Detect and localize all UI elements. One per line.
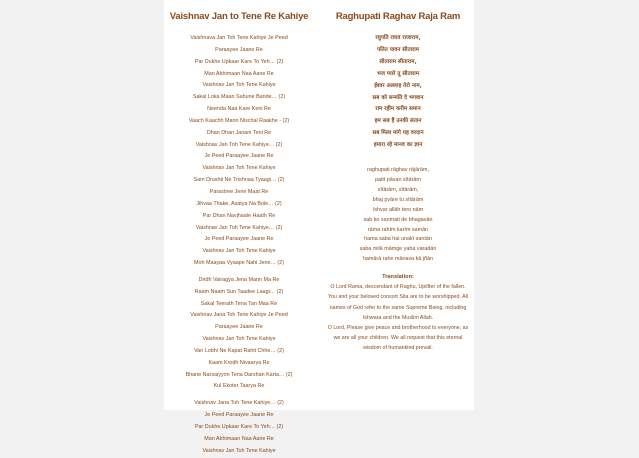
translation-heading: Translation:: [382, 274, 414, 281]
transliterated-line: saba milā māṃge yaha varadān: [359, 246, 437, 253]
lyric-line: Vaishnav Jan Toh Tene Kahiye… (2): [195, 141, 283, 148]
hindi-lyric-line: सब मिला मांगे यह वरदान: [372, 130, 424, 137]
lyric-line: Raam Naam Sun Taadee Laagi… (2): [194, 288, 284, 295]
stanza: [164, 275, 314, 393]
raghupati-column: [322, 0, 474, 354]
hindi-lyric-line: ईश्वर अल्लाह तेरो नाम,: [374, 82, 422, 89]
lyric-line: Vaishnav Jana Toh Tene Kahiye Je Peed: [190, 312, 288, 319]
lyric-line: Kaam Krodh Nivaarya Re: [208, 359, 270, 366]
lyric-line: Par Dhan Navjhaale Haath Re: [202, 212, 276, 219]
hindi-lyric-line: रघुपति राघव राजाराम,: [375, 35, 421, 41]
lyric-line: Vaishnav Jan Toh Tene Kahiye: [202, 336, 276, 343]
lyric-line: Man Abhimaan Naa Aane Re: [204, 435, 274, 442]
lyric-line: Neenda Naa Kare Keni Re: [207, 106, 271, 113]
lyric-line: Je Peed Paraayee Jaane Re: [204, 236, 274, 243]
lyric-line: Vaishnava Jan Toh Tene Kahiye Je Peed: [190, 35, 288, 41]
hindi-lyrics: [322, 33, 474, 152]
lyric-line: Paraayee Jaane Re: [215, 46, 263, 53]
transliterated-line: raghupati rāghav rājārām,: [367, 167, 429, 174]
hindi-lyric-line: भज प्यारे तू सीताराम: [376, 70, 419, 77]
transliterated-line: patit pāvan sītārām: [375, 176, 421, 183]
lyric-line: Vaishnav Jan Toh Tene Kahiye: [202, 248, 276, 255]
lyric-line: Vaishnav Jan Toh Tene Kahiye: [202, 82, 276, 89]
lyric-line: Vaishnav Jan Toh Tene Kahiye: [202, 447, 276, 454]
transliterated-line: hamārā rahe mānava kā jñān: [362, 256, 434, 263]
lyric-line: Vaishnav Jan Toh Tene Kahiye: [202, 165, 276, 172]
hindi-lyric-line: सब को सन्मति दे भगवान: [372, 94, 424, 101]
translation-paragraph: O Lord, Please give peace and brotherhood to everyone, as we are all your children. We all request that this eternal wisdom of humankind prevail.: [327, 324, 469, 352]
lyrics-page: [164, 0, 474, 454]
lyric-line: Bhane Narsaiyyon Tena Darshan Karta… (2): [185, 371, 293, 378]
vaishnav-jan-lyrics: [164, 33, 314, 458]
lyric-line: Parastree Jene Maat Re: [209, 188, 269, 195]
transliterated-line: sab ko sanmati de bhagavān: [363, 216, 433, 223]
hindi-lyric-line: राम रहीम करीम समान: [375, 106, 421, 113]
transliterated-lyrics: [322, 166, 474, 265]
vaishnav-jan-title: Vaishnav Jan to Tene Re Kahiye: [169, 11, 309, 22]
lyric-line: Vaach Kaachh Mann Nischal Raakhe - (2): [188, 117, 290, 124]
lyric-line: Kul Ekoter Taarya Re: [213, 383, 265, 390]
lyric-line: Dhan Dhan Janani Teni Re: [206, 129, 272, 136]
stanza: [164, 398, 314, 457]
lyric-line: Sakal Loka Maan Sahune Bande… (2): [192, 94, 286, 101]
hindi-lyric-line: पतित पावन सीताराम: [377, 46, 419, 53]
lyric-line: Jihvaa Thake, Asatya Na Bole… (2): [196, 200, 282, 207]
lyric-line: Vaishnav Jana Toh Tene Kahiye… (2): [194, 400, 284, 407]
stanza: [164, 33, 314, 270]
lyric-line: Man Abhimaan Naa Aane Re: [204, 70, 274, 77]
lyric-line: Moh Maayaa Vyaape Nahi Jene… (2): [194, 260, 284, 267]
hindi-lyric-line: हम सब है उनकी संतान: [374, 118, 422, 125]
transliterated-line: bhaj pyāre tu sītārām: [372, 196, 424, 203]
hindi-lyric-line: हमारा रहे मानव का ज्ञान: [373, 142, 423, 149]
lyric-line: Sakal Teerath Tena Tan Maa Re: [200, 300, 278, 307]
lyric-line: Par Dukhe Upkaar Kare To Yeh… (2): [194, 58, 284, 65]
translation-paragraph: O Lord Rama, descendant of Raghu, Uplifter of the fallen. You and your beloved consort Sita are to be worshipped. All names of God refer to the same Supreme Being, including Ishwara and the Muslim Allah.: [328, 284, 468, 321]
lyric-line: Par Dukhe Upkaar Kare To Yeh… (2): [194, 424, 284, 430]
hindi-lyric-line: सीताराम सीताराम,: [379, 58, 417, 65]
transliterated-line: sītārām, sītārām,: [377, 186, 419, 193]
transliterated-line: rāma rahīm karīm samān: [367, 226, 429, 233]
lyric-line: Paraayee Jaane Re: [215, 324, 263, 331]
raghupati-title: Raghupati Raghav Raja Ram: [335, 11, 461, 22]
transliterated-line: hama saba hai unakī santān: [364, 236, 432, 243]
lyric-line: Sam Drushti Ne Trishnaa Tyaagi… (2): [193, 177, 285, 184]
lyric-line: Van Lobhi Ne Kapat Rahit Chhe… (2): [194, 347, 284, 354]
lyric-line: Dridh Vairagya Jena Mann Ma Re: [198, 276, 280, 283]
lyric-line: Vaishnav Jan Toh Tene Kahiye… (2): [195, 224, 283, 231]
lyric-line: Je Peed Paraayee Jaane Re: [204, 412, 274, 419]
vaishnav-jan-column: [164, 0, 314, 458]
translation-text: [322, 282, 474, 353]
lyric-line: Je Peed Paraayee Jaane Re: [204, 153, 274, 160]
transliterated-line: īshvar allāh tero nām: [372, 206, 424, 213]
